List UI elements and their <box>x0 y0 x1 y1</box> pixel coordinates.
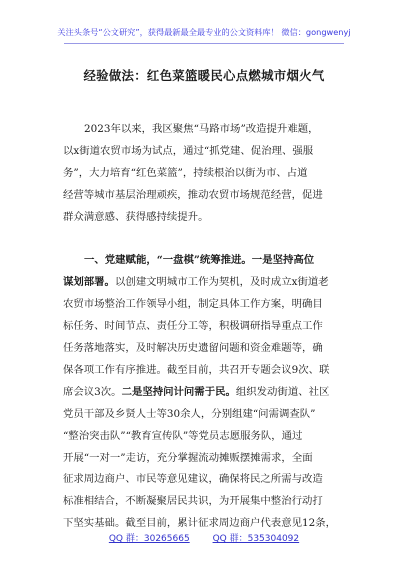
body-text: 席会议3次。 <box>63 385 122 398</box>
section-heading: 一、党建赋能，“一盘棋”统筹推进。一是坚持高位 <box>84 254 315 267</box>
body-text: 组织发动街道、社区 <box>235 385 330 398</box>
body-line: 经营等城市基层治理顽疾，推动农贸市场规范经营，促进 <box>63 188 323 201</box>
body-line: 群众满意感、获得感持续提升。 <box>63 210 209 223</box>
footer-qq-link-1[interactable]: QQ 群：30265665 <box>108 534 190 544</box>
body-line <box>63 272 346 294</box>
body-line: 农贸市场整治工作领导小组，制定具体工作方案，明确目 <box>63 298 323 311</box>
body-line: 以x街道农贸市场为试点，通过“抓党建、促治理、强服 <box>63 144 314 157</box>
body-line: 开展“一对一”走访，充分掌握流动摊贩摆摊需求，全面 <box>63 451 313 464</box>
body-line: 保各项工作有序推进。截至目前，共召开专题会议9次、联 <box>63 363 330 376</box>
body-line: 务”，大力培育“红色菜篮”，持续根治以街为市、占道 <box>63 166 308 179</box>
body-line: 2023年以来，我区聚焦“马路市场”改造提升难题， <box>84 123 319 135</box>
document-title: 经验做法：红色菜篮暖民心点燃城市烟火气 <box>83 68 325 83</box>
paragraph-spacer <box>63 229 346 251</box>
body-line: 党员干部及乡贤人士等30余人，分别组建“问需调查队” <box>63 407 316 420</box>
body-line <box>63 382 346 404</box>
header-note: 关注头条号“公文研究”，获得最新最全最专业的公文资料库！ 微信：gongwenyj <box>57 27 351 37</box>
document-body <box>63 119 346 535</box>
footer <box>0 531 408 544</box>
header-divider <box>64 43 344 44</box>
body-line: 标准相结合，不断凝聚居民共识，为开展集中整治行动打 <box>63 495 323 508</box>
body-line: 标任务、时间节点、责任分工等，积极调研指导重点工作 <box>63 320 323 333</box>
subheading-text: 谋划部署。 <box>63 276 115 289</box>
body-line: 任务落地落实，及时解决历史遗留问题和资金难题等，确 <box>63 342 323 355</box>
footer-qq-link-2[interactable]: QQ 群：535304092 <box>212 534 300 544</box>
subheading-text: 二是坚持问计问需于民。 <box>121 385 236 398</box>
body-line: 下坚实基础。截至目前，累计征求周边商户代表意见12条， <box>63 517 336 530</box>
body-line: 征求周边商户、市民等意见建议，确保将民之所需与改造 <box>63 473 323 486</box>
body-line: “整治突击队”“教育宣传队”等党员志愿服务队，通过 <box>63 429 303 442</box>
body-text: 以创建文明城市工作为契机，及时成立x街道老 <box>114 276 329 289</box>
